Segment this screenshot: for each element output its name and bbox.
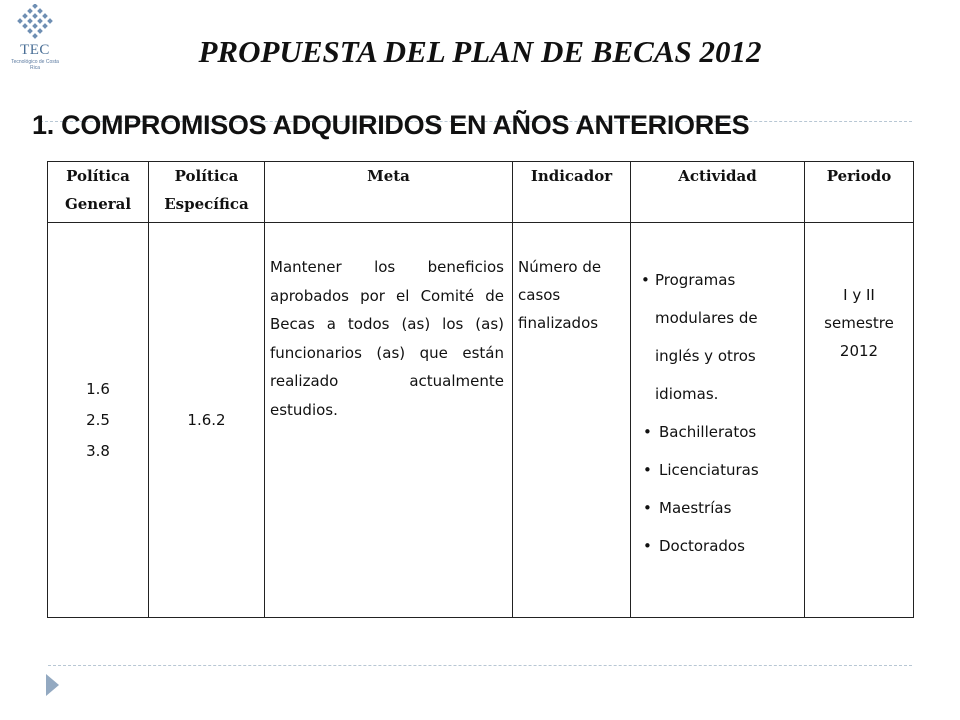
header-actividad: Actividad [631,162,805,223]
logo-text: TEC [20,42,50,58]
list-item: • Programas modulares de inglés y otros idiomas. [641,261,800,413]
commitments-table [47,161,914,618]
cell-periodo: I y II semestre 2012 [805,223,914,618]
header-periodo: Periodo [805,162,914,223]
header-politica-general: Política General [48,162,149,223]
cell-actividad [631,223,805,618]
header-meta: Meta [265,162,513,223]
cell-politica-general: 1.6 2.5 3.8 [48,223,149,618]
cell-meta: Mantener los beneficios aprobados por el Comité de Becas a todos (as) los (as) funcionarios (as) que están realizado actualmente estudios. [265,223,513,618]
divider-bottom [48,665,912,666]
list-item: • Licenciaturas [641,451,800,489]
header-politica-especifica: Política Específica [149,162,265,223]
table-header-row [48,162,914,223]
page-title: PROPUESTA DEL PLAN DE BECAS 2012 [198,34,762,69]
cell-indicador: Número de casos finalizados [513,223,631,618]
actividad-list [641,261,800,565]
list-item: • Bachilleratos [641,413,800,451]
list-item: • Maestrías [641,489,800,527]
logo-subtitle: Tecnológico de Costa Rica [11,59,59,71]
list-item: • Doctorados [641,527,800,565]
section-heading: 1. COMPROMISOS ADQUIRIDOS EN AÑOS ANTERIORES [32,110,750,140]
cell-politica-especifica: 1.6.2 [149,223,265,618]
table-row [48,223,914,618]
play-arrow-icon [46,674,59,696]
header-indicador: Indicador [513,162,631,223]
